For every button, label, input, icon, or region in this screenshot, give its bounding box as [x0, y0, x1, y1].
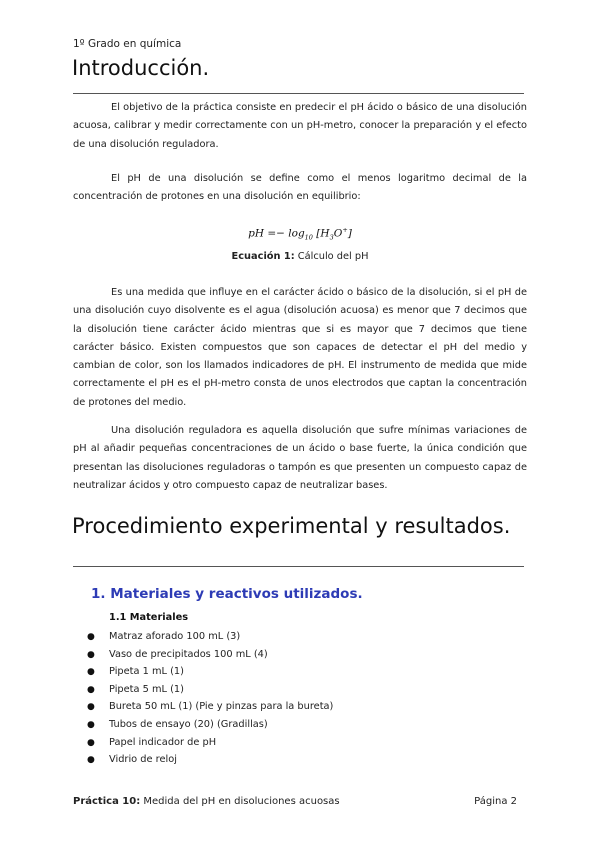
footer-title	[73, 796, 340, 807]
intro-paragraph-definition: El pH de una disolución se define como el menos logaritmo decimal de la concentración de protones en una disolución en equilibrio:	[73, 173, 527, 203]
page-footer	[73, 796, 517, 807]
bullet-icon: ●	[87, 755, 95, 766]
bullet-icon: ●	[87, 719, 95, 730]
materials-list	[87, 628, 333, 769]
footer-label: Práctica 10:	[73, 796, 141, 807]
intro-paragraph-buffer: Una disolución reguladora es aquella disolución que sufre mínimas variaciones de pH al añadir pequeñas concentraciones de un ácido o base fuerte, la única condición que presentan las disoluciones reguladoras o tampón es que presenten un compuesto capaz de neutralizar ácidos y otro compuesto capaz de neutralizar bases.	[73, 425, 527, 491]
equation-charge: +	[342, 226, 348, 234]
bullet-icon: ●	[87, 702, 95, 713]
footer-text: Medida del pH en disoluciones acuosas	[140, 796, 340, 807]
intro-divider	[73, 93, 524, 94]
list-item: ● Tubos de ensayo (20) (Gradillas)	[87, 716, 333, 734]
bullet-icon: ●	[87, 649, 95, 660]
procedure-heading: Procedimiento experimental y resultados.	[72, 514, 511, 538]
bullet-icon: ●	[87, 737, 95, 748]
equation-open: [H	[316, 227, 330, 240]
equation-oxygen: O	[333, 227, 343, 240]
equation-close: ]	[347, 227, 352, 240]
bullet-icon: ●	[87, 632, 95, 642]
equation-subscript: 3	[329, 233, 334, 242]
list-item: ● Vidrio de reloj	[87, 751, 333, 769]
ph-equation	[0, 226, 600, 242]
intro-paragraph-objective: El objetivo de la práctica consiste en predecir el pH ácido o básico de una disolución acuosa, calibrar y medir correctamente con un pH-metro, conocer la preparación y el efecto de una disolución reguladora.	[73, 102, 527, 150]
equation-log-base: 10	[304, 233, 313, 242]
list-item: ● Pipeta 1 mL (1)	[87, 663, 333, 681]
course-header: 1º Grado en química	[73, 38, 182, 50]
intro-paragraph-acidity: Es una medida que influye en el carácter ácido o básico de la disolución, si el pH de una disolución cuyo disolvente es el agua (disolución acuosa) es menor que 7 decimos que la disolución tiene carácter ácido mientras que si es mayor que 7 decimos que tiene carácter básico. Existen compuestos que son capaces de detectar el pH del medio y cambian de color, son los llamados indicadores de pH. El instrumento de medida que mide correctamente el pH es el pH-metro consta de unos electrodos que captan la concentración de protones del medio.	[73, 287, 527, 408]
list-item: ● Matraz aforado 100 mL (3)	[87, 628, 333, 646]
intro-heading: Introducción.	[72, 56, 210, 80]
bullet-icon: ●	[87, 667, 95, 678]
subsection-materials-heading: 1.1 Materiales	[109, 612, 189, 623]
procedure-divider	[73, 566, 524, 567]
equation-caption-label: Ecuación 1:	[231, 251, 295, 262]
list-item: ● Pipeta 5 mL (1)	[87, 681, 333, 699]
equation-caption-text: Cálculo del pH	[297, 251, 369, 262]
page-number: Página 2	[474, 796, 517, 807]
equation-caption	[0, 251, 600, 262]
list-item: ● Bureta 50 mL (1) (Pie y pinzas para la bureta)	[87, 698, 333, 716]
section-materials-heading: 1. Materiales y reactivos utilizados.	[91, 586, 363, 602]
list-item: ● Papel indicador de pH	[87, 734, 333, 752]
equation-lhs: pH =− log	[248, 227, 305, 240]
list-item: ● Vaso de precipitados 100 mL (4)	[87, 646, 333, 664]
bullet-icon: ●	[87, 684, 95, 695]
